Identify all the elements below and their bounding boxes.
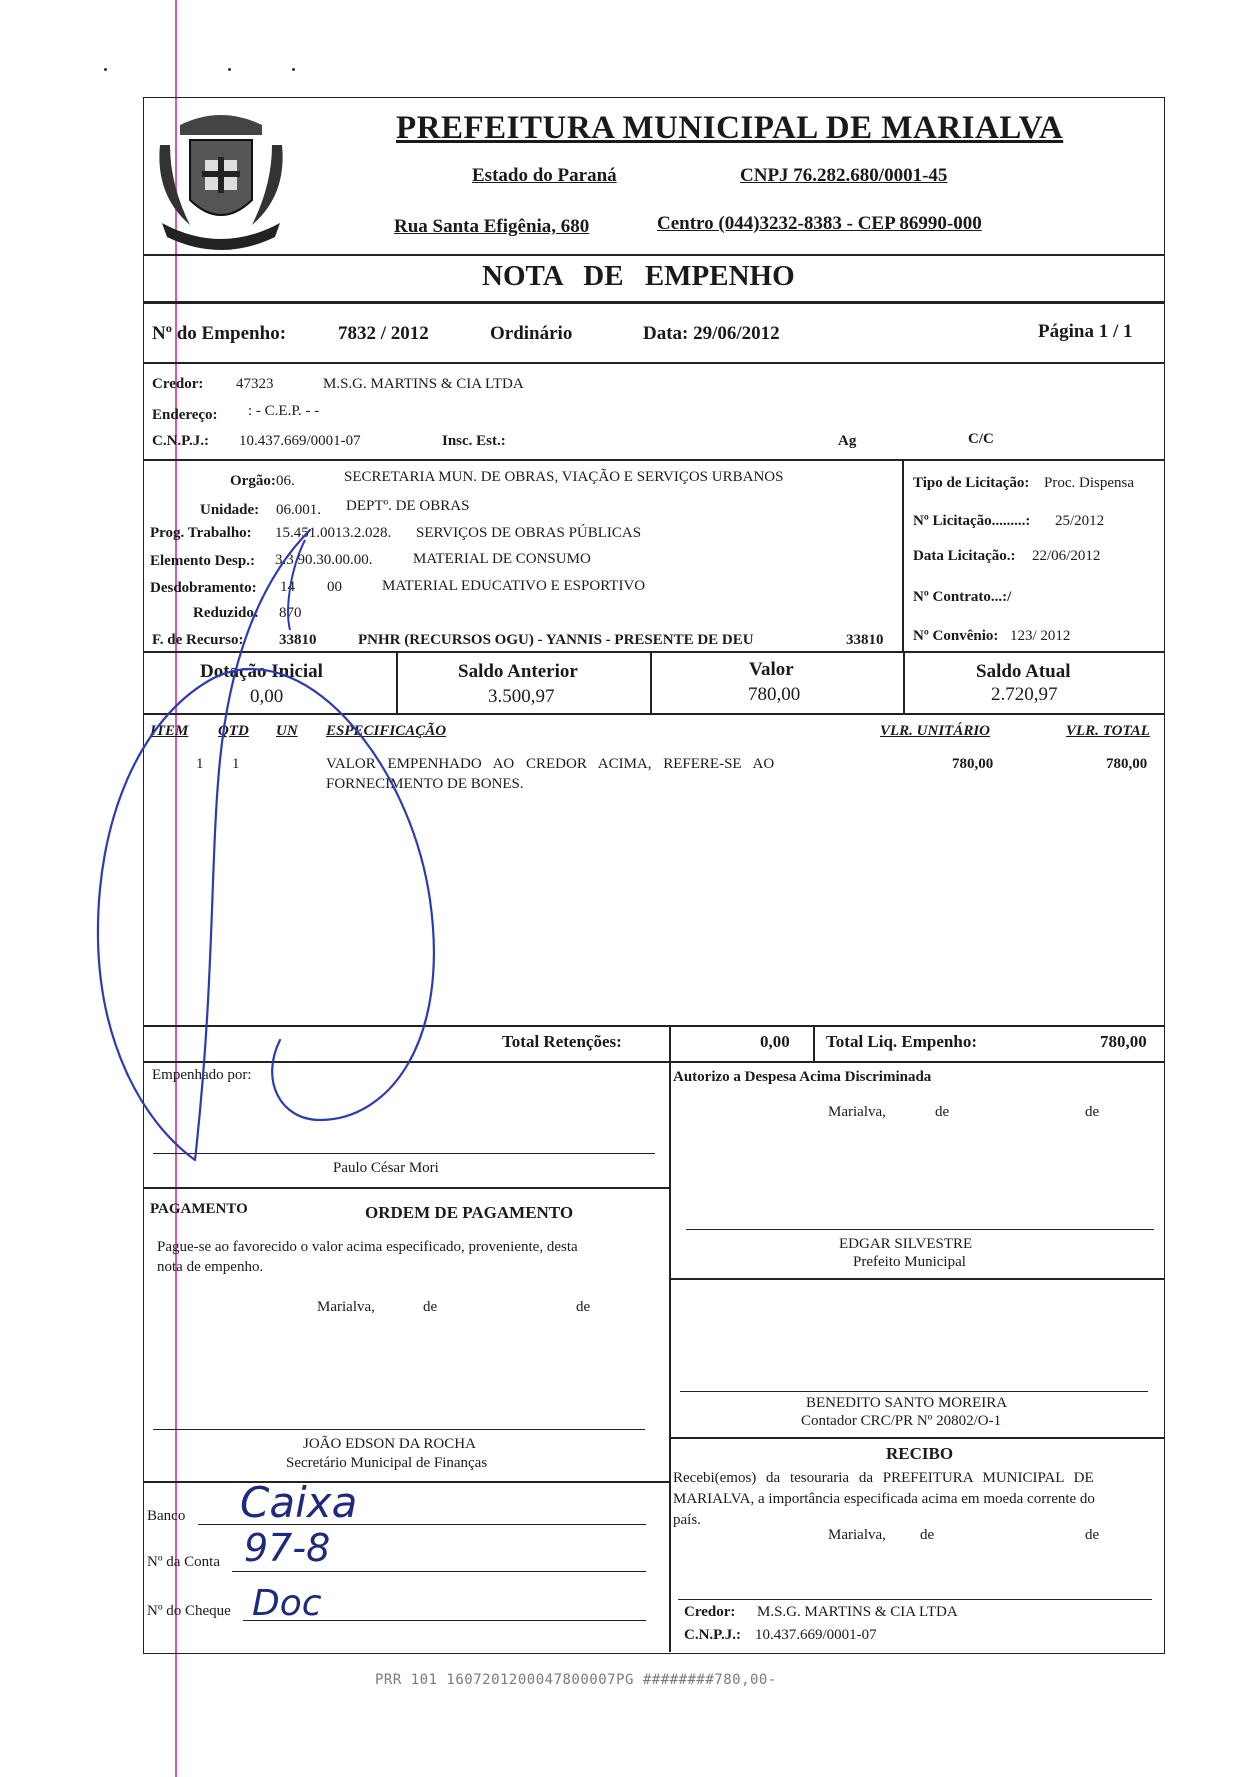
prog-label: Prog. Trabalho:: [150, 525, 252, 541]
address-value: : - C.E.P. - -: [248, 403, 320, 419]
convenio-value: 123/ 2012: [1010, 628, 1071, 644]
footer-code: PRR 101 1607201200047800007PG ########780,00-: [375, 1672, 777, 1688]
saldo-anterior-label: Saldo Anterior: [458, 661, 578, 682]
prefeito-role: Prefeito Municipal: [853, 1254, 966, 1270]
banco-label: Banco: [147, 1508, 186, 1524]
recibo-de-1: de: [920, 1527, 935, 1543]
autorizo-de-2: de: [1085, 1104, 1100, 1120]
recibo-title: RECIBO: [886, 1444, 954, 1463]
empenho-type: Ordinário: [490, 323, 573, 344]
crest-banner-text: MARIALVA: [192, 225, 244, 236]
recibo-credor-value: M.S.G. MARTINS & CIA LTDA: [757, 1604, 958, 1620]
licitacao-number-label: Nº Licitação.........:: [913, 513, 1031, 529]
empenhado-signer: Paulo César Mori: [333, 1160, 439, 1176]
desdobramento-name: MATERIAL EDUCATIVO E ESPORTIVO: [382, 578, 646, 594]
desdobramento-code: 14: [280, 579, 295, 595]
recibo-de-2: de: [1085, 1527, 1100, 1543]
recibo-credor-label: Credor:: [684, 1604, 736, 1620]
saldo-atual-label: Saldo Atual: [976, 661, 1071, 682]
conta-value-handwritten: 97-8: [244, 1526, 331, 1570]
crest-logo: [150, 105, 292, 255]
saldo-anterior-value: 3.500,97: [488, 686, 555, 707]
contrato-label: Nº Contrato...:/: [913, 589, 1012, 605]
scan-dot: [292, 68, 295, 71]
elemento-code: 3.3.90.30.00.00.: [275, 552, 373, 568]
col-especificacao: ESPECIFICAÇÃO: [326, 723, 447, 739]
col-unit-value: VLR. UNITÁRIO: [880, 723, 991, 739]
orgao-code: 06.: [276, 473, 295, 489]
convenio-label: Nº Convênio:: [913, 628, 999, 644]
empenho-date: Data: 29/06/2012: [643, 323, 780, 344]
handwritten-signature: [80, 520, 520, 1180]
elemento-label: Elemento Desp.:: [150, 553, 255, 569]
table-row-desc-1: VALOR EMPENHADO AO CREDOR ACIMA, REFERE-SE AO: [326, 756, 775, 772]
desdobramento-label: Desdobramento:: [150, 580, 257, 596]
ordem-pagamento-label: ORDEM DE PAGAMENTO: [365, 1203, 574, 1222]
table-row-desc-2: FORNECIMENTO DE BONES.: [326, 776, 524, 792]
tipo-licitacao-value: Proc. Dispensa: [1044, 475, 1134, 491]
col-total-value: VLR. TOTAL: [1066, 723, 1150, 739]
col-un: UN: [276, 723, 298, 739]
empenho-number: 7832 / 2012: [338, 323, 429, 344]
recibo-text-1: Recebi(emos) da tesouraria da PREFEITURA MUNICIPAL DE: [673, 1470, 1094, 1486]
cheque-value-handwritten: Doc: [252, 1583, 322, 1624]
scan-dot: [228, 68, 231, 71]
col-qtd: QTD: [218, 723, 249, 739]
org-title: PREFEITURA MUNICIPAL DE MARIALVA: [396, 110, 1064, 146]
table-row-total: 780,00: [1106, 756, 1148, 772]
table-row-unit: 780,00: [952, 756, 994, 772]
orgao-label: Orgão:: [230, 473, 276, 489]
liquido-value: 780,00: [1100, 1032, 1147, 1051]
prog-name: SERVIÇOS DE OBRAS PÚBLICAS: [416, 525, 642, 541]
cnpj-value: 10.437.669/0001-07: [239, 433, 361, 449]
retencoes-label: Total Retenções:: [502, 1032, 622, 1051]
desdobramento-sub: 00: [327, 579, 342, 595]
retencoes-value: 0,00: [760, 1032, 790, 1051]
address-label: Endereço:: [152, 407, 218, 423]
credor-code: 47323: [236, 376, 274, 392]
contador-name: BENEDITO SANTO MOREIRA: [806, 1395, 1008, 1411]
insc-label: Insc. Est.:: [442, 433, 506, 449]
autorizo-de-1: de: [935, 1104, 950, 1120]
recurso-label: F. de Recurso:: [152, 632, 244, 648]
pagamento-text-1: Pague-se ao favorecido o valor acima especificado, proveniente, desta: [157, 1239, 578, 1255]
table-row-qtd: 1: [232, 756, 240, 772]
empenhado-label: Empenhado por:: [152, 1067, 252, 1083]
unidade-name: DEPTº. DE OBRAS: [346, 498, 470, 514]
pagamento-city: Marialva,: [317, 1299, 375, 1315]
dotacao-label: Dotação Inicial: [200, 661, 323, 682]
org-cnpj: CNPJ 76.282.680/0001-45: [740, 165, 948, 186]
recibo-city: Marialva,: [828, 1527, 886, 1543]
recibo-text-3: país.: [673, 1512, 701, 1528]
scan-dot: [104, 68, 107, 71]
cc-label: C/C: [968, 431, 994, 447]
elemento-name: MATERIAL DE CONSUMO: [413, 551, 591, 567]
recibo-cnpj-value: 10.437.669/0001-07: [755, 1627, 877, 1643]
recibo-text-2: MARIALVA, a importância especificada acima em moeda corrente do: [673, 1491, 1095, 1507]
tipo-licitacao-label: Tipo de Licitação:: [913, 475, 1030, 491]
secretario-name: JOÃO EDSON DA ROCHA: [303, 1436, 476, 1452]
prog-code: 15.451.0013.2.028.: [275, 525, 392, 541]
unidade-label: Unidade:: [200, 502, 260, 518]
conta-label: Nº da Conta: [147, 1554, 220, 1570]
secretario-role: Secretário Municipal de Finanças: [286, 1455, 488, 1471]
document-title: NOTA DE EMPENHO: [482, 260, 795, 292]
banco-value-handwritten: Caixa: [240, 1478, 358, 1527]
empenho-label: Nº do Empenho:: [152, 323, 287, 344]
recurso-code: 33810: [279, 632, 317, 648]
valor-value: 780,00: [748, 684, 801, 705]
licitacao-date-label: Data Licitação.:: [913, 548, 1016, 564]
pagamento-label: PAGAMENTO: [150, 1201, 248, 1217]
saldo-atual-value: 2.720,97: [991, 684, 1058, 705]
pagamento-text-2: nota de empenho.: [157, 1259, 264, 1275]
licitacao-date-value: 22/06/2012: [1032, 548, 1101, 564]
org-state: Estado do Paraná: [472, 165, 617, 186]
credor-label: Credor:: [152, 376, 204, 392]
cnpj-label: C.N.P.J.:: [152, 433, 209, 449]
pagamento-de-1: de: [423, 1299, 438, 1315]
col-item: ITEM: [150, 723, 189, 739]
org-address-contact: Centro (044)3232-8383 - CEP 86990-000: [657, 213, 982, 234]
unidade-code: 06.001.: [276, 502, 321, 518]
page-number: Página 1 / 1: [1038, 321, 1133, 342]
liquido-label: Total Liq. Empenho:: [826, 1032, 977, 1051]
contador-role: Contador CRC/PR Nº 20802/O-1: [801, 1413, 1002, 1429]
reduzido-value: 870: [279, 605, 302, 621]
recibo-cnpj-label: C.N.P.J.:: [684, 1627, 741, 1643]
prefeito-name: EDGAR SILVESTRE: [839, 1236, 973, 1252]
autorizo-label: Autorizo a Despesa Acima Discriminada: [673, 1069, 932, 1085]
orgao-name: SECRETARIA MUN. DE OBRAS, VIAÇÃO E SERVIÇOS URBANOS: [344, 469, 784, 485]
recurso-code-2: 33810: [846, 632, 884, 648]
ag-label: Ag: [838, 433, 857, 449]
valor-label: Valor: [749, 659, 794, 680]
dotacao-value: 0,00: [250, 686, 284, 707]
cheque-label: Nº do Cheque: [147, 1603, 231, 1619]
table-row-item: 1: [196, 756, 204, 772]
reduzido-label: Reduzido:: [193, 605, 259, 621]
autorizo-city: Marialva,: [828, 1104, 886, 1120]
recurso-name: PNHR (RECURSOS OGU) - YANNIS - PRESENTE DE DEU: [358, 632, 754, 648]
org-address: Rua Santa Efigênia, 680: [394, 216, 590, 237]
pagamento-de-2: de: [576, 1299, 591, 1315]
credor-name: M.S.G. MARTINS & CIA LTDA: [323, 376, 524, 392]
licitacao-number-value: 25/2012: [1055, 513, 1105, 529]
